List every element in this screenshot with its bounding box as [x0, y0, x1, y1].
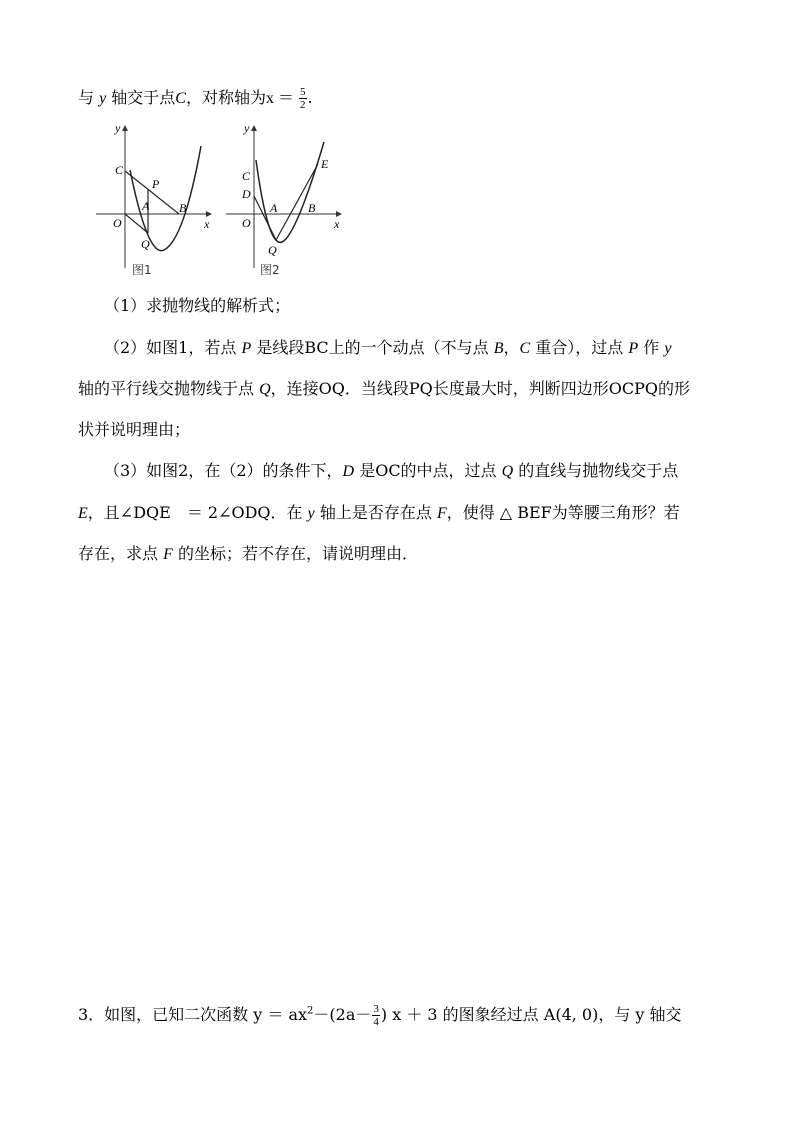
- fig2-label-C: C: [242, 169, 251, 183]
- fig2-label-O: O: [242, 216, 251, 230]
- text-line-1: 与 y 轴交于点C，对称轴为x ＝ $\frac{5}{2}$ .: [78, 86, 313, 111]
- figure-1-graph: [96, 116, 220, 281]
- fig2-label-E: E: [321, 157, 329, 171]
- question-3-line-3: 存在，求点 F 的坐标；若不存在，请说明理由．: [78, 544, 418, 563]
- fig1-label-A: A: [142, 199, 150, 213]
- fig1-label-y: y: [115, 121, 121, 135]
- fig1-label-B: B: [179, 201, 187, 215]
- question-2-line-1: （2）如图1，若点 P 是线段BC上的一个动点（不与点 B，C 重合），过点 P 作 y: [104, 338, 672, 357]
- question-2-line-3: 状并说明理由；: [78, 420, 191, 439]
- figure-2-graph: [226, 116, 350, 281]
- figure-1: [96, 116, 220, 281]
- fig2-label-y: y: [244, 121, 250, 135]
- fig1-caption: 图1: [132, 263, 152, 277]
- fig2-label-A: A: [270, 201, 278, 215]
- fig1-label-O: O: [113, 216, 122, 230]
- fig1-label-P: P: [152, 177, 160, 191]
- question-3-line-1: （3）如图2，在（2）的条件下，D 是OC的中点，过点 Q 的直线与抛物线交于点: [104, 461, 679, 480]
- fig1-label-Q: Q: [141, 237, 150, 251]
- fig1-label-C: C: [115, 163, 124, 177]
- fig2-label-D: D: [242, 187, 251, 201]
- question-1: （1）求抛物线的解析式；: [104, 296, 291, 315]
- fig2-label-B: B: [308, 201, 316, 215]
- question-2-line-2: 轴的平行线交抛物线于点 Q，连接OQ．当线段PQ长度最大时，判断四边形OCPQ的形: [78, 379, 691, 398]
- fig2-caption: 图2: [260, 263, 280, 277]
- question-3-line-2: E，且∠DQE ＝ 2∠ODQ．在 y 轴上是否存在点 F，使得 △ BEF为等腰三角形？若: [78, 503, 680, 522]
- fig2-label-Q: Q: [268, 243, 277, 257]
- fig1-label-x: x: [204, 217, 210, 231]
- fraction-five-halves: $\frac{5}{2}$: [300, 86, 306, 111]
- figure-2: [226, 116, 350, 281]
- question-next-line-1: 3．如图，已知二次函数 $y = ax^2-(2a-$ $\frac{3}{4}$ ) x ＋ 3 的图象经过点 A(4, 0)，与 y 轴交: [78, 1003, 682, 1028]
- fig2-label-x: x: [334, 217, 340, 231]
- fraction-three-quarters: $\frac{3}{4}$: [373, 1003, 379, 1028]
